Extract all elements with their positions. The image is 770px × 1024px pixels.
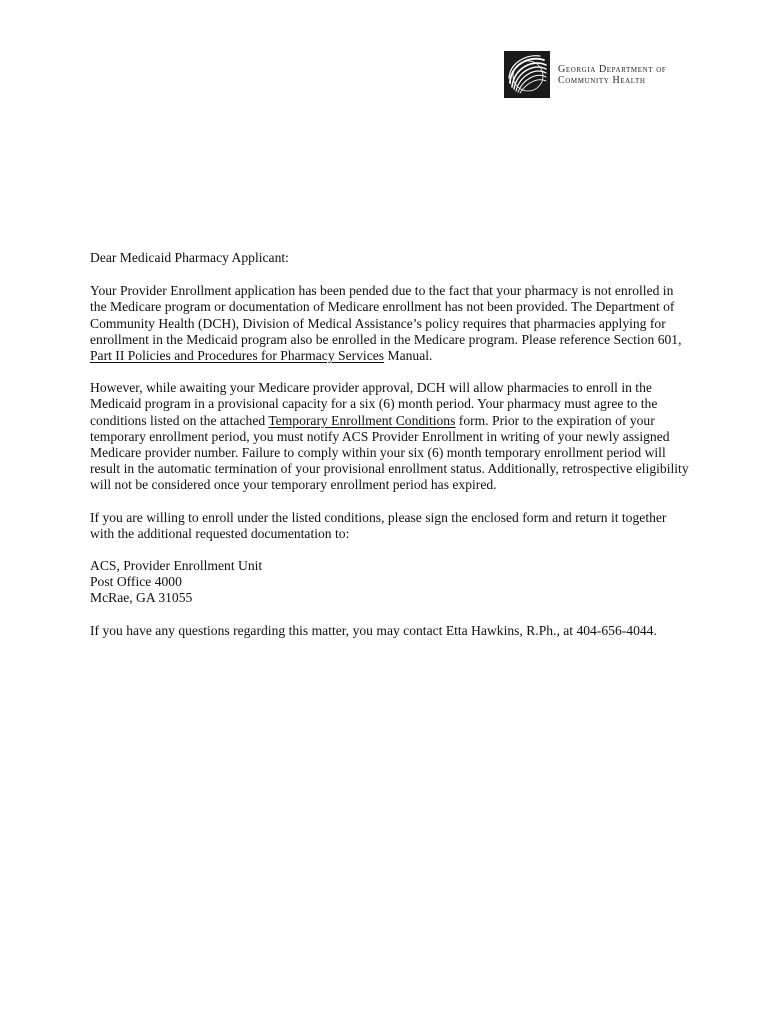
paragraph-provisional-enrollment [90, 380, 690, 493]
address-line3: McRae, GA 31055 [90, 590, 193, 606]
policies-manual-link[interactable]: Part II Policies and Procedures for Pharmacy Services [90, 348, 385, 364]
mailing-address [90, 558, 690, 607]
org-name [558, 64, 666, 86]
temporary-enrollment-conditions-link[interactable]: Temporary Enrollment Conditions [268, 412, 456, 428]
paragraph-text: Your Provider Enrollment application has been pended due to the fact that your pharmacy is not enrolled in the Medicare program or documentation of Medicare enrollment has not been provided. The Department of Community Health (DCH), Division of Medical Assistance’s policy requires that pharmacies applying for enrollment in the Medicaid program also be enrolled in the Medicare program. Please reference Section 601, [90, 283, 682, 347]
address-line1: ACS, Provider Enrollment Unit [90, 558, 263, 574]
dch-swirl-logo-icon [504, 51, 550, 98]
letterhead [504, 51, 666, 98]
paragraph-contact: If you have any questions regarding this matter, you may contact Etta Hawkins, R.Ph., at 404-656-4044. [90, 622, 657, 638]
org-name-line2: Community Health [558, 75, 646, 86]
paragraph-pended-application [90, 283, 690, 364]
org-name-line1: Georgia Department of [558, 64, 667, 75]
address-line2: Post Office 4000 [90, 574, 182, 590]
letter-body [90, 250, 690, 655]
salutation: Dear Medicaid Pharmacy Applicant: [90, 250, 289, 265]
paragraph-instructions: If you are willing to enroll under the listed conditions, please sign the enclosed form and return it together with the additional requested documentation to: [90, 509, 667, 541]
paragraph-text: Manual. [384, 348, 433, 364]
paragraph-text: form. Prior to the expiration of your temporary enrollment period, you must notify ACS Provider Enrollment in writing of your newly assigned Medicare provider number. Failure to comply within your six (6) month temporary enrollment period will result in the automatic termination of your provisional enrollment status. Additionally, retrospective eligibility will not be considered once your temporary enrollment period has expired. [90, 412, 689, 493]
paragraph-text: However, while awaiting your Medicare provider approval, DCH will allow pharmacies to enroll in the Medicaid program in a provisional capacity for a six (6) month period. Your pharmacy must agree to the conditions listed on the attached [90, 380, 658, 428]
